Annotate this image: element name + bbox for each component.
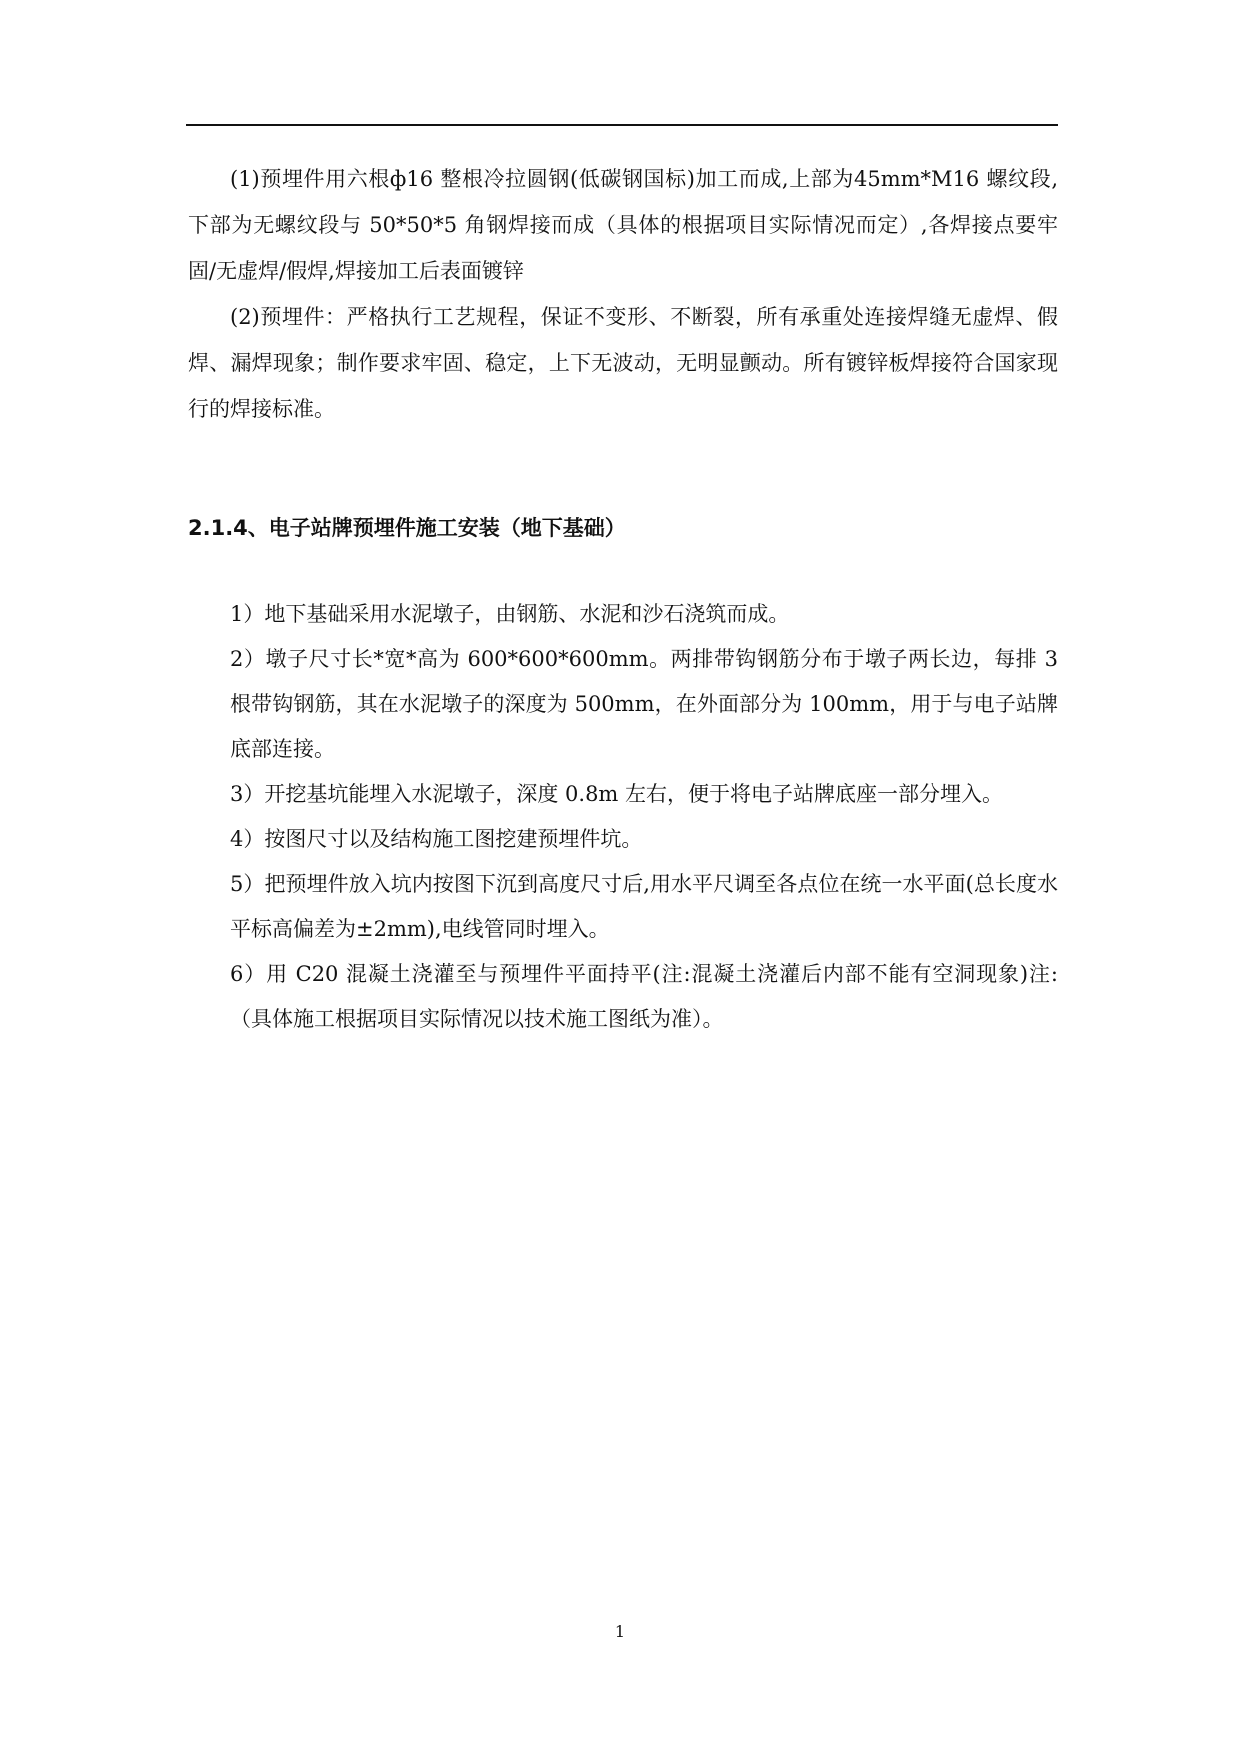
header-rule — [186, 124, 1058, 126]
paragraph-embedded-part-requirements: (2)预埋件：严格执行工艺规程，保证不变形、不断裂，所有承重处连接焊缝无虚焊、假焊、漏焊现象；制作要求牢固、稳定，上下无波动，无明显颤动。所有镀锌板焊接符合国家现行的焊接标准。 — [188, 305, 1058, 421]
list-item: 6）用 C20 混凝土浇灌至与预埋件平面持平(注:混凝土浇灌后内部不能有空洞现象)注:（具体施工根据项目实际情况以技术施工图纸为准）。 — [230, 962, 1058, 1031]
section-title: 2.1.4、电子站牌预埋件施工安装（地下基础） — [188, 516, 626, 540]
page-number: 1 — [614, 1622, 626, 1641]
list-item: 4）按图尺寸以及结构施工图挖建预埋件坑。 — [230, 827, 643, 851]
document-body — [188, 156, 1058, 1042]
list-item: 3）开挖基坑能埋入水泥墩子，深度 0.8m 左右，便于将电子站牌底座一部分埋入。 — [230, 782, 1004, 806]
construction-steps-list — [188, 592, 1058, 1042]
list-item: 1）地下基础采用水泥墩子，由钢筋、水泥和沙石浇筑而成。 — [230, 602, 790, 626]
paragraph-embedded-part-material: (1)预埋件用六根ф16 整根冷拉圆钢(低碳钢国标)加工而成,上部为45mm*M16 螺纹段, 下部为无螺纹段与 50*50*5 角钢焊接而成（具体的根据项目实际情况而定）,各焊接点要牢固/无虚焊/假焊,焊接加工后表面镀锌 — [188, 167, 1058, 283]
list-item: 5）把预埋件放入坑内按图下沉到高度尺寸后,用水平尺调至各点位在统一水平面(总长度水平标高偏差为±2mm),电线管同时埋入。 — [230, 872, 1058, 941]
list-item: 2）墩子尺寸长*宽*高为 600*600*600mm。两排带钩钢筋分布于墩子两长边，每排 3 根带钩钢筋，其在水泥墩子的深度为 500mm，在外面部分为 100mm，用于与电子站牌底部连接。 — [230, 647, 1058, 761]
